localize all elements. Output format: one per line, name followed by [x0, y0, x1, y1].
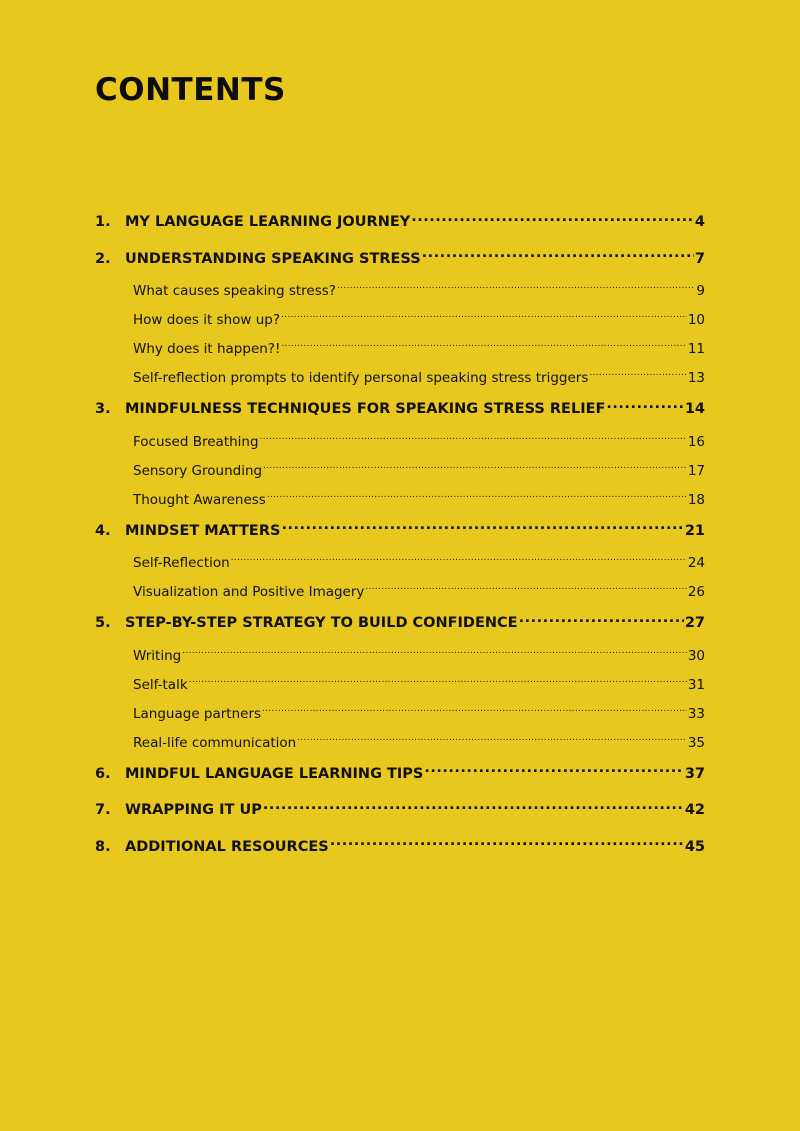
toc-subsection-entry[interactable] [95, 675, 705, 704]
dot-leader [281, 340, 686, 354]
section-title: MINDFUL LANGUAGE LEARNING TIPS [125, 765, 424, 782]
subsection-page-number: 16 [687, 433, 705, 450]
dot-leader [589, 369, 686, 383]
dot-leader [182, 646, 687, 660]
toc-subsection-entry[interactable] [95, 310, 705, 339]
section-page-number: 37 [684, 765, 705, 782]
toc-section-entry[interactable] [95, 798, 705, 835]
subsection-title: Thought Awareness [133, 491, 266, 508]
toc-subsection-entry[interactable] [95, 432, 705, 461]
section-page-number: 45 [684, 838, 705, 855]
section-page-number: 27 [684, 615, 705, 631]
section-page-number: 4 [694, 214, 705, 230]
section-title: ADDITIONAL RESOURCES [125, 838, 329, 855]
dot-leader [606, 399, 683, 414]
toc-subsection-entry[interactable] [95, 704, 705, 733]
dot-leader [281, 311, 687, 325]
toc-subsection-entry[interactable] [95, 281, 705, 310]
section-title: MINDSET MATTERS [125, 522, 281, 539]
section-number: 5. [95, 615, 111, 631]
subsection-title: What causes speaking stress? [133, 283, 336, 299]
section-page-number: 7 [694, 250, 705, 267]
subsection-page-number: 30 [687, 647, 705, 664]
toc-subsection-entry[interactable] [95, 553, 705, 582]
table-of-contents [95, 210, 705, 871]
subsection-page-number: 10 [687, 312, 705, 328]
toc-section-entry[interactable] [95, 519, 705, 556]
dot-leader [330, 836, 684, 851]
toc-subsection-entry[interactable] [95, 490, 705, 519]
dot-leader [231, 554, 687, 568]
subsection-page-number: 13 [687, 370, 705, 386]
toc-subsection-entry[interactable] [95, 461, 705, 490]
toc-subsection-entry[interactable] [95, 733, 705, 762]
dot-leader [189, 675, 687, 689]
toc-section-entry[interactable] [95, 397, 705, 434]
section-number: 1. [95, 214, 111, 230]
toc-section-entry[interactable] [95, 611, 705, 648]
section-page-number: 14 [684, 401, 705, 417]
subsection-page-number: 33 [687, 705, 705, 722]
section-title: UNDERSTANDING SPEAKING STRESS [125, 250, 421, 267]
section-number: 3. [95, 401, 111, 417]
section-number: 8. [95, 838, 111, 855]
subsection-title: Visualization and Positive Imagery [133, 584, 365, 600]
toc-subsection-entry[interactable] [95, 339, 705, 368]
dot-leader [267, 490, 687, 504]
toc-section-entry[interactable] [95, 762, 705, 799]
section-page-number: 21 [684, 522, 705, 539]
page-title: CONTENTS [95, 72, 286, 108]
subsection-title: Self-Reflection [133, 555, 230, 571]
toc-subsection-entry[interactable] [95, 368, 705, 397]
dot-leader [260, 432, 687, 446]
dot-leader [262, 704, 687, 718]
dot-leader [337, 282, 695, 296]
section-number: 6. [95, 765, 111, 782]
subsection-title: Sensory Grounding [133, 462, 263, 479]
section-title: STEP-BY-STEP STRATEGY TO BUILD CONFIDENCE [125, 615, 518, 631]
subsection-page-number: 11 [687, 341, 705, 357]
subsection-page-number: 17 [687, 462, 705, 479]
section-title: WRAPPING IT UP [125, 802, 262, 818]
dot-leader [263, 800, 684, 815]
section-number: 2. [95, 250, 111, 267]
section-title: MY LANGUAGE LEARNING JOURNEY [125, 214, 411, 230]
dot-leader [263, 461, 687, 475]
toc-section-entry[interactable] [95, 210, 705, 247]
section-number: 4. [95, 522, 111, 539]
subsection-page-number: 18 [687, 491, 705, 508]
subsection-title: Language partners [133, 705, 262, 722]
section-number: 7. [95, 802, 111, 818]
dot-leader [365, 583, 686, 597]
subsection-page-number: 26 [687, 584, 705, 600]
dot-leader [281, 520, 683, 535]
dot-leader [424, 763, 683, 778]
subsection-title: Self-talk [133, 676, 188, 693]
dot-leader [422, 248, 694, 263]
subsection-page-number: 9 [696, 283, 705, 299]
toc-section-entry[interactable] [95, 247, 705, 284]
subsection-title: How does it show up? [133, 312, 281, 328]
toc-subsection-entry[interactable] [95, 646, 705, 675]
dot-leader [519, 613, 684, 628]
subsection-title: Why does it happen?! [133, 341, 281, 357]
dot-leader [297, 733, 687, 747]
subsection-title: Self-reflection prompts to identify personal speaking stress triggers [133, 370, 589, 386]
subsection-page-number: 31 [687, 676, 705, 693]
subsection-title: Real-life communication [133, 734, 297, 751]
toc-subsection-entry[interactable] [95, 582, 705, 611]
subsection-page-number: 35 [687, 734, 705, 751]
subsection-title: Writing [133, 647, 182, 664]
subsection-page-number: 24 [687, 555, 705, 571]
dot-leader [411, 212, 694, 227]
subsection-title: Focused Breathing [133, 433, 259, 450]
section-title: MINDFULNESS TECHNIQUES FOR SPEAKING STRESS RELIEF [125, 401, 606, 417]
section-page-number: 42 [684, 802, 705, 818]
toc-section-entry[interactable] [95, 835, 705, 872]
